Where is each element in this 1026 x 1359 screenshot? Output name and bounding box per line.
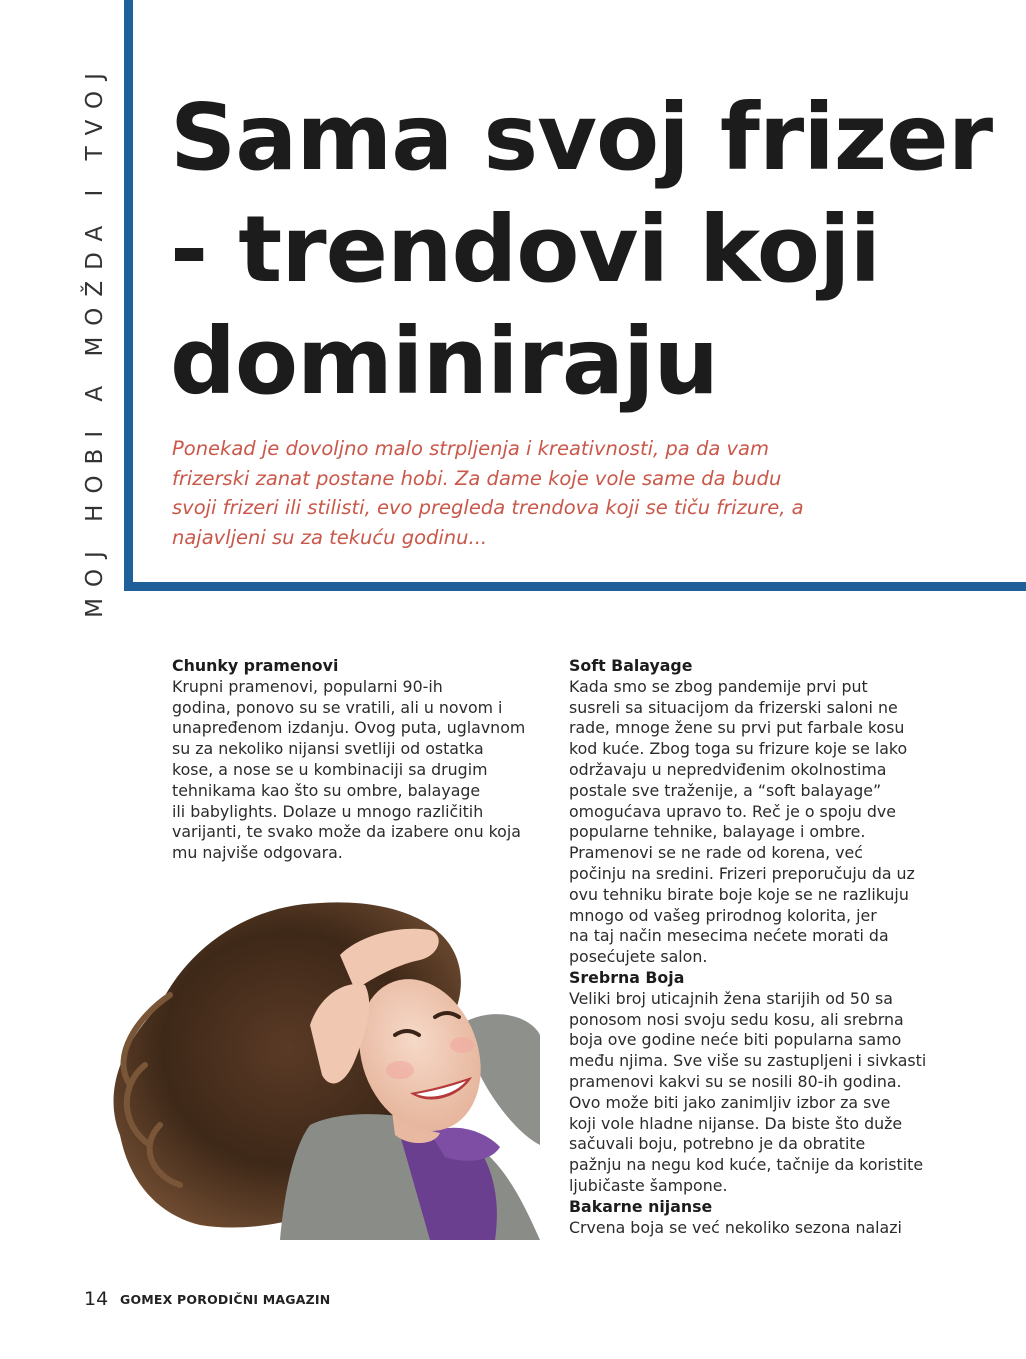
magazine-name: GOMEX PORODIČNI MAGAZIN [120, 1292, 331, 1307]
section-heading-bakarne-nijanse: Bakarne nijanse [569, 1196, 713, 1216]
article-lead: Ponekad je dovoljno malo strpljenja i kreativnosti, pa da vam frizerski zanat postane hobi. Za dame koje vole same da budu svoji frizeri ili stilisti, evo pregleda trendova koji se tiču frizure, a najavljeni su za tekuću godinu... [172, 437, 804, 549]
section-body-srebrna-boja: Veliki broj uticajnih žena starijih od 50 sa ponosom nosi svoju sedu kosu, ali srebrna boja ove godine neće biti popularna samo među njima. Sve više su zastupljeni i sivkasti pramenovi kakvi su se nosili 80-ih godina. Ovo može biti jako zanimljiv izbor za sve koji vole hladne nijanse. Da biste što duže sačuvali boju, potrebno je da obratite pažnju na negu kod kuće, tačnije da koristite ljubičaste šampone. [569, 988, 927, 1195]
woman-curly-hair-photo [100, 885, 540, 1240]
section-heading-chunky: Chunky pramenovi [172, 656, 339, 675]
section-heading-srebrna-boja: Srebrna Boja [569, 967, 685, 987]
section-body-chunky: Krupni pramenovi, popularni 90-ih godina, ponovo su se vratili, ali u novom i unapređenom izdanju. Ovog puta, uglavnom su za nekoliko nijansi svetliji od ostatka kose, a nose se u kombinaciji sa drugim tehnikama kao što su ombre, balayage ili babylights. Dolaze u mnogo različitih varijanti, te svako može da izabere onu koja mu najviše odgovara. [172, 676, 526, 863]
frame-left-bar [124, 0, 133, 591]
page-number: 14 [84, 1288, 109, 1310]
left-column [172, 656, 542, 864]
right-column [569, 656, 949, 1238]
section-body-bakarne-nijanse: Crvena boja se već nekoliko sezona nalazi [569, 1217, 902, 1237]
section-body-soft-balayage: Kada smo se zbog pandemije prvi put susreli sa situacijom da frizerski saloni ne rade, mnoge žene su prvi put farbale kosu kod kuće. Zbog toga su frizure koje se lako održavaju u nepredviđenim okolnostima postale sve traženije, a “soft balayage” omogućava upravo to. Reč je o spoju dve popularne tehnike, balayage i ombre. Pramenovi se ne rade od korena, već počinju na sredini. Frizeri preporučuju da uz ovu tehniku birate boje koje se ne razlikuju mnogo od vašeg prirodnog kolorita, jer na taj način mesecima nećete morati da posećujete salon. [569, 676, 915, 967]
frame-bottom-bar [124, 582, 1026, 591]
section-heading-soft-balayage: Soft Balayage [569, 656, 693, 675]
section-side-label: MOJ HOBI A MOŽDA I TVOJ [82, 62, 108, 618]
article-title: Sama svoj frizer - trendovi koji dominiraju [170, 84, 993, 415]
